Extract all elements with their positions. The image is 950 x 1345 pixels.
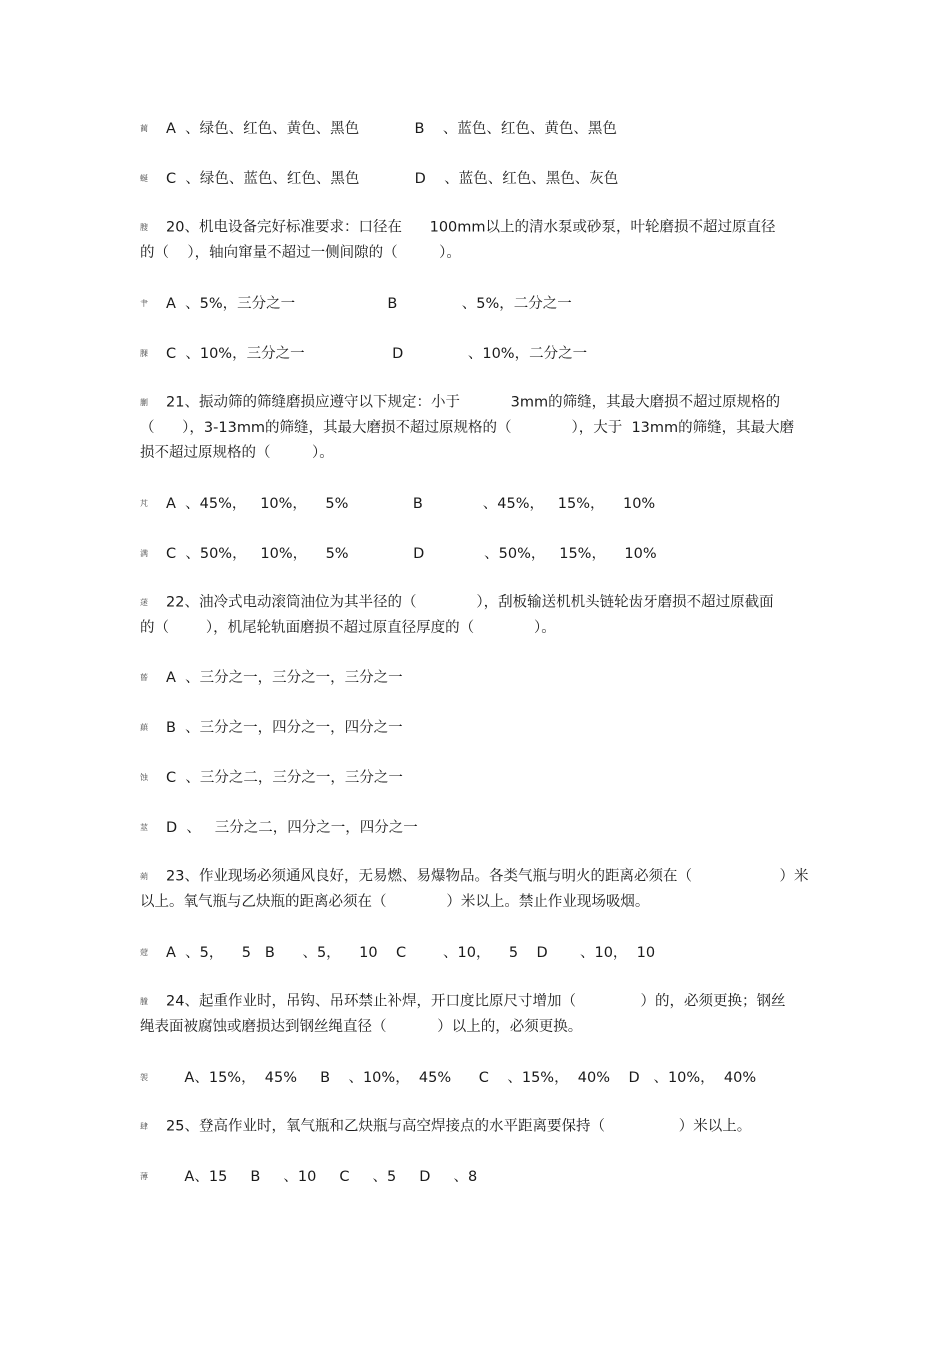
option-line	[140, 120, 617, 138]
question-text: 以上。氧气瓶与乙炔瓶的距离必须在（ ）米以上。禁止作业现场吸烟。	[140, 893, 650, 910]
margin-mark: 蕻	[140, 723, 148, 732]
option-text: C 、10%，三分之一 D 、10%，二分之一	[166, 346, 588, 362]
option-text: A 、5， 5 B 、5， 10 C 、10， 5 D 、10， 10	[166, 945, 656, 961]
option-line	[140, 669, 403, 687]
option-text: B 、三分之一，四分之一，四分之一	[166, 720, 403, 736]
option-text: A 、三分之一，三分之一，三分之一	[166, 670, 403, 686]
margin-mark: 蚀	[140, 773, 148, 782]
margin-mark: 膄	[140, 223, 148, 232]
option-text: A 、5%，三分之一 B 、5%，二分之一	[166, 296, 572, 312]
margin-mark: 膧	[140, 997, 148, 1006]
margin-mark: 蒯	[140, 398, 148, 407]
question-text: 的（ ），机尾轮轨面磨损不超过原直径厚度的（ ）。	[140, 619, 556, 636]
question-text: 25、登高作业时，氧气瓶和乙炔瓶与高空焊接点的水平距离要保持（ ）米以上。	[166, 1118, 752, 1135]
question-text: 损不超过原规格的（ ）。	[140, 444, 334, 461]
margin-mark: 蒈	[140, 673, 148, 682]
question-text: 23、作业现场必须通风良好，无易燃、易爆物品。各类气瓶与明火的距离必须在（ ）米	[166, 868, 809, 885]
question-24	[140, 989, 830, 1040]
option-line	[140, 295, 572, 313]
question-23	[140, 864, 830, 915]
question-text: 22、油冷式电动滚筒油位为其半径的（ ），刮板输送机机头链轮齿牙磨损不超过原截面	[166, 594, 774, 611]
question-21	[140, 390, 830, 466]
margin-mark: 蔺	[140, 124, 148, 133]
option-text: A 、45%， 10%， 5% B 、45%， 15%， 10%	[166, 496, 656, 512]
margin-mark: 袈	[140, 1073, 148, 1082]
option-line	[140, 170, 618, 188]
option-line	[140, 769, 403, 787]
margin-mark: 莁	[140, 823, 148, 832]
option-line	[140, 1069, 756, 1087]
margin-mark: 蒴	[140, 872, 148, 881]
option-text: A 、绿色、红色、黄色、黑色 B 、蓝色、红色、黄色、黑色	[166, 121, 617, 137]
margin-mark: 薄	[140, 1172, 148, 1181]
question-text: 绳表面被腐蚀或磨损达到钢丝绳直径（ ）以上的，必须更换。	[140, 1018, 583, 1035]
option-text: C 、绿色、蓝色、红色、黑色 D 、蓝色、红色、黑色、灰色	[166, 171, 619, 187]
question-text: （ ），3-13mm的筛缝，其最大磨损不超过原规格的（ ），大于 13mm的筛缝，其最大磨	[140, 419, 795, 436]
margin-mark: 腂	[140, 349, 148, 358]
option-text: A、15 B 、10 C 、5 D 、8	[166, 1169, 478, 1185]
option-text: A、15%， 45% B 、10%， 45% C 、15%， 40% D 、10%， 40%	[166, 1070, 757, 1086]
option-text: C 、三分之二，三分之一，三分之一	[166, 770, 403, 786]
question-20	[140, 215, 830, 266]
question-text: 24、起重作业时，吊钩、吊环禁止补焊，开口度比原尺寸增加（ ）的，必须更换；钢丝	[166, 993, 786, 1010]
question-25	[140, 1114, 830, 1140]
option-line	[140, 1168, 477, 1186]
question-text: 21、振动筛的筛缝磨损应遵守以下规定：小于 3mm的筛缝，其最大磨损不超过原规格的	[166, 394, 781, 411]
option-text: C 、50%， 10%， 5% D 、50%， 15%， 10%	[166, 546, 657, 562]
question-text: 的（ ），轴向窜量不超过一侧间隙的（ ）。	[140, 244, 461, 261]
margin-mark: 蒄	[140, 948, 148, 957]
margin-mark: 满	[140, 549, 148, 558]
option-line	[140, 495, 655, 513]
margin-mark: 芃	[140, 499, 148, 508]
margin-mark: 蒁	[140, 598, 148, 607]
option-line	[140, 545, 657, 563]
margin-mark: 肀	[140, 299, 148, 308]
option-line	[140, 345, 587, 363]
option-line	[140, 719, 403, 737]
question-text: 20、机电设备完好标准要求：口径在 100mm以上的清水泵或砂泵，叶轮磨损不超过原直径	[166, 219, 776, 236]
option-line	[140, 819, 418, 837]
margin-mark: 肆	[140, 1122, 148, 1131]
question-22	[140, 590, 830, 641]
option-text: D 、 三分之二，四分之一，四分之一	[166, 820, 418, 836]
margin-mark: 蜒	[140, 174, 148, 183]
option-line	[140, 944, 655, 962]
